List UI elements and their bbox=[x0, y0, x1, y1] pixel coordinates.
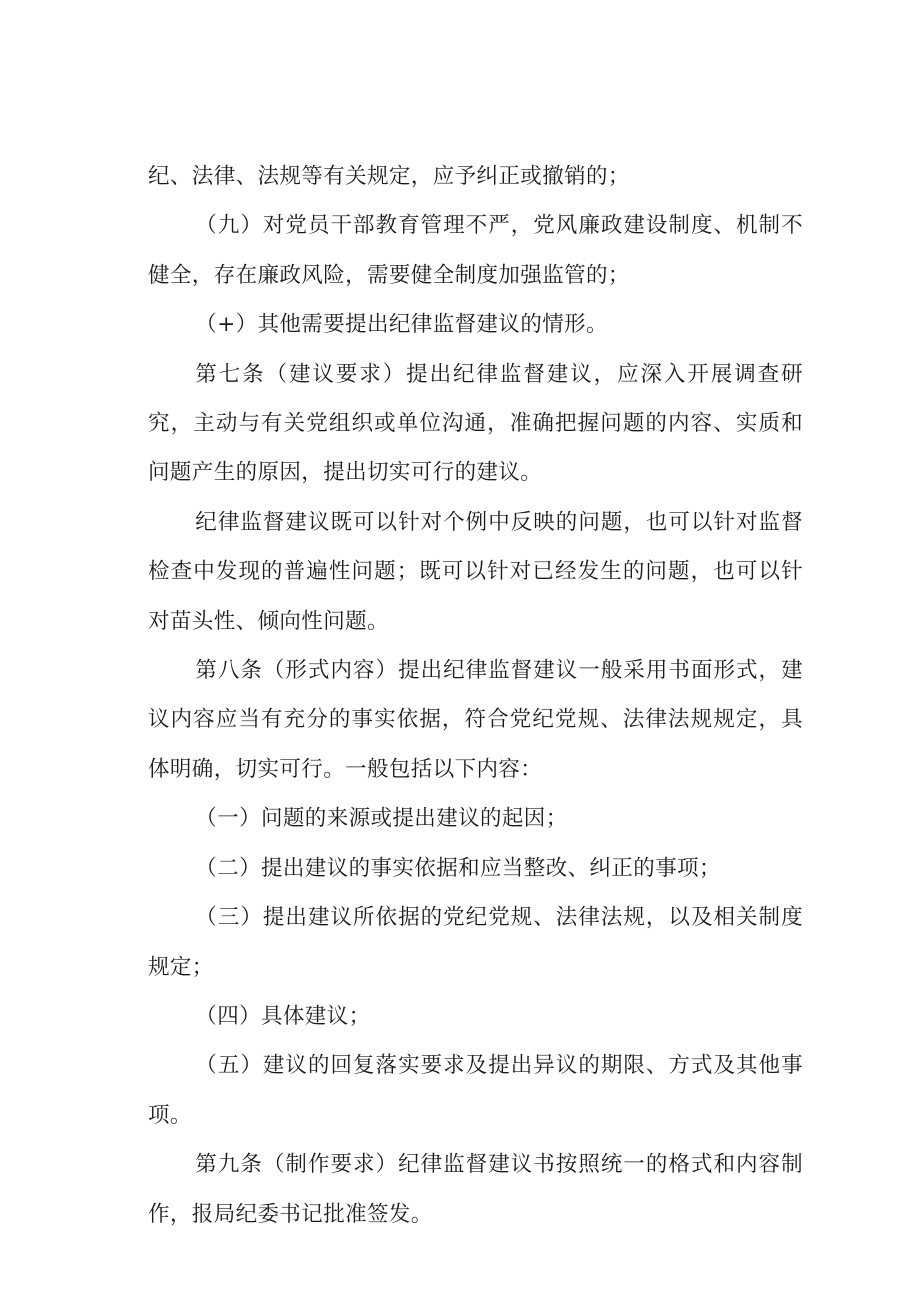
paragraph-content-item-1: （一）问题的来源或提出建议的起因； bbox=[195, 806, 568, 832]
paragraph-content-item-2: （二）提出建议的事实依据和应当整改、纠正的事项； bbox=[195, 855, 721, 881]
paragraph-article-8: 第八条（形式内容）提出纪律监督建议一般采用书面形式，建议内容应当有充分的事实依据，符合党纪党规、法律法规规定，具体明确，切实可行。一般包括以下内容： bbox=[148, 658, 803, 782]
paragraph-article-7-scope: 纪律监督建议既可以针对个例中反映的问题，也可以针对监督检查中发现的普遍性问题；既可以针对已经发生的问题，也可以针对苗头性、倾向性问题。 bbox=[148, 509, 803, 634]
paragraph-content-item-4: （四）具体建议； bbox=[195, 1003, 371, 1029]
paragraph-content-item-3: （三）提出建议所依据的党纪党规、法律法规，以及相关制度规定； bbox=[148, 905, 803, 980]
paragraph-content-item-5: （五）建议的回复落实要求及提出异议的期限、方式及其他事项。 bbox=[148, 1053, 803, 1128]
paragraph-item-10: （+）其他需要提出纪律监督建议的情形。 bbox=[195, 312, 608, 338]
paragraph-continuation: 纪、法律、法规等有关规定，应予纠正或撤销的； bbox=[148, 164, 630, 189]
document-body bbox=[148, 152, 803, 1239]
paragraph-article-9: 第九条（制作要求）纪律监督建议书按照统一的格式和内容制作，报局纪委书记批准签发。 bbox=[148, 1152, 803, 1227]
paragraph-article-7: 第七条（建议要求）提出纪律监督建议，应深入开展调查研究，主动与有关党组织或单位沟通，准确把握问题的内容、实质和问题产生的原因，提出切实可行的建议。 bbox=[148, 361, 803, 486]
paragraph-item-9: （九）对党员干部教育管理不严，党风廉政建设制度、机制不健全，存在廉政风险，需要健全制度加强监管的； bbox=[148, 213, 803, 288]
